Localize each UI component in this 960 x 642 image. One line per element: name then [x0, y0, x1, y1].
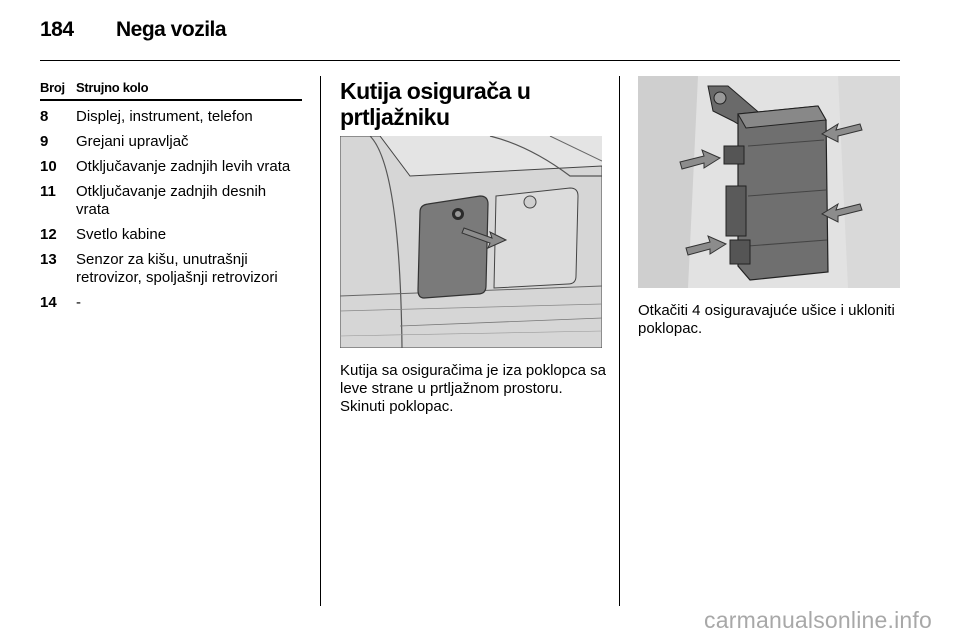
table-row	[40, 108, 302, 126]
trunk-cover-illustration	[340, 136, 602, 348]
instruction-text-remove-cover: Kutija sa osiguračima je iza poklopca sa leve strane u prtljažnom prostoru. Skinuti poklopac.	[340, 362, 606, 415]
table-row	[40, 183, 302, 219]
page-title: Nega vozila	[116, 18, 227, 41]
column-divider-right	[619, 76, 620, 606]
watermark[interactable]: carmanualsonline.info	[704, 607, 932, 633]
instruction-text-release-clips: Otkačiti 4 osiguravajuće ušice i ukloniti poklopac.	[638, 302, 895, 337]
column-header-number: Broj	[40, 80, 65, 95]
table-row	[40, 294, 302, 312]
column-divider-left	[320, 76, 321, 606]
fuse-table	[40, 80, 302, 312]
fuse-number: 10	[40, 158, 57, 175]
section-title: Kutija osigurača u prtljažniku	[340, 78, 531, 130]
fuse-number: 12	[40, 226, 57, 243]
fuse-box-illustration	[638, 76, 900, 288]
fuse-circuit: Svetlo kabine	[76, 226, 167, 243]
fuse-number: 8	[40, 108, 49, 125]
table-row	[40, 251, 302, 287]
header-rule	[40, 60, 900, 61]
fuse-circuit: -	[76, 294, 81, 311]
fuse-circuit: Otključavanje zadnjih levih vrata	[76, 158, 291, 175]
table-row	[40, 158, 302, 176]
fuse-box-drawing	[638, 76, 900, 288]
fuse-circuit: Senzor za kišu, unutrašnji retrovizor, spoljašnji retrovizori	[76, 251, 278, 286]
table-row	[40, 133, 302, 151]
trunk-interior-drawing	[340, 136, 602, 348]
fuse-circuit: Grejani upravljač	[76, 133, 189, 150]
fuse-number: 13	[40, 251, 57, 268]
fuse-number: 11	[40, 183, 56, 200]
fuse-number: 9	[40, 133, 49, 150]
column-header-circuit: Strujno kolo	[76, 80, 149, 95]
table-row	[40, 226, 302, 244]
page-number: 184	[40, 18, 74, 41]
fuse-circuit: Otključavanje zadnjih desnih vrata	[76, 183, 267, 218]
fuse-number: 14	[40, 294, 57, 311]
fuse-circuit: Displej, instrument, telefon	[76, 108, 253, 125]
table-header	[40, 80, 302, 101]
